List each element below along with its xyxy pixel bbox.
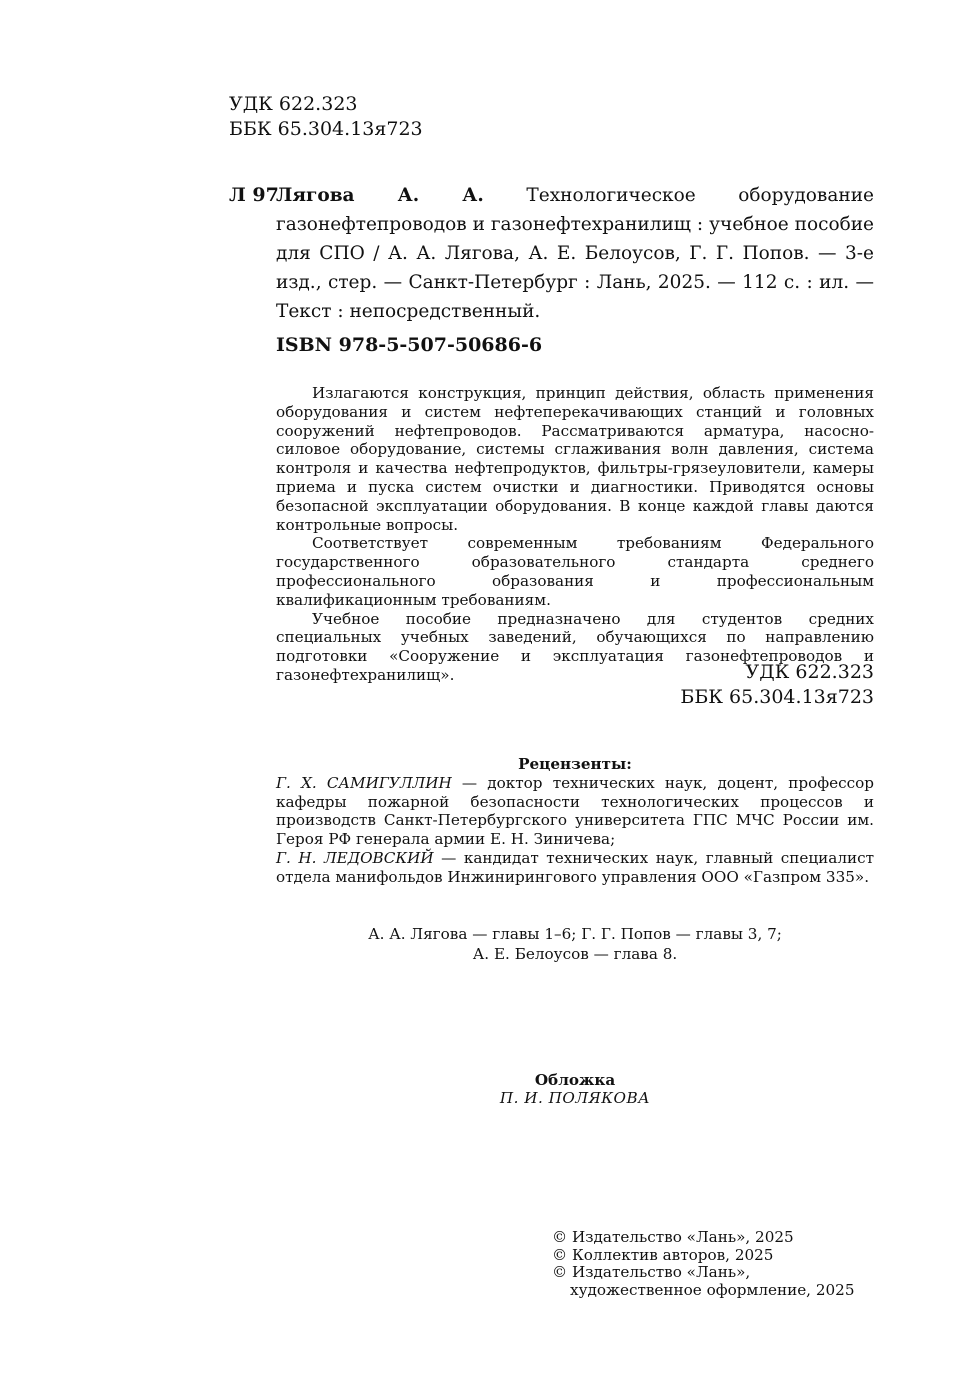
entry-author: Лягова А. А. (276, 185, 484, 206)
chapter-authorship (276, 924, 874, 964)
annotation (276, 384, 874, 685)
udk-code: УДК 622.323 (745, 661, 874, 683)
isbn: ISBN 978-5-507-50686-6 (276, 334, 543, 356)
bibliographic-entry (276, 181, 874, 326)
entry-description: Технологическое оборудование газонефтепроводов и газонефтехранилищ : учебное пособие для СПО / А. А. Лягова, А. Е. Белоусов, Г. Г. Попов. — 3-е изд., стер. — Санкт-Петербург : Лань, 2025. — 112 с. : ил. — Текст : непосредственный. (276, 185, 874, 322)
reviewer-name: Г. Х. САМИГУЛЛИН (276, 773, 452, 792)
chapter-authorship-line: А. А. Лягова — главы 1–6; Г. Г. Попов — главы 3, 7; (368, 925, 782, 943)
copyright-notices (552, 1229, 874, 1299)
copyright-line: © Издательство «Лань», (552, 1263, 751, 1281)
bbk-code: ББК 65.304.13я723 (680, 686, 874, 708)
cover-credit (276, 1071, 874, 1107)
reviewers (276, 755, 874, 887)
reviewer-description: — доктор технических наук, доцент, профессор кафедры пожарной безопасности технологических процессов и производств Санкт-Петербургского университета ГПС МЧС России им. Героя РФ генерала армии Е. Н. Зиничева; (276, 773, 874, 849)
reviewer-description: — кандидат технических наук, главный специалист отдела манифольдов Инжинирингового управления ООО «Газпром 335». (276, 848, 874, 886)
reviewer-entry (276, 774, 874, 849)
classification-bottom (600, 660, 874, 710)
annotation-paragraph: Соответствует современным требованиям Федерального государственного образовательного стандарта среднего профессионального образования и профессиональным квалификационным требованиям. (276, 534, 874, 609)
copyright-line: © Коллектив авторов, 2025 (552, 1245, 774, 1264)
author-mark: Л 97 (229, 184, 279, 206)
chapter-authorship-line: А. Е. Белоусов — глава 8. (472, 945, 678, 963)
reviewer-entry (276, 849, 874, 887)
bbk-code: ББК 65.304.13я723 (229, 118, 423, 140)
annotation-paragraph: Излагаются конструкция, принцип действия, область применения оборудования и систем нефтеперекачивающих станций и головных сооружений нефтепроводов. Рассматриваются арматура, насосно-силовое оборудование, системы сглаживания волн давления, система контроля и качества нефтепродуктов, фильтры-грязеуловители, камеры приема и пуска систем очистки и диагностики. Приводятся основы безопасной эксплуатации оборудования. В конце каждой главы даются контрольные вопросы. (276, 384, 874, 534)
udk-code: УДК 622.323 (229, 93, 358, 115)
annotation-paragraph: Учебное пособие предназначено для студентов средних специальных учебных заведений, обучающихся по направлению подготовки «Сооружение и эксплуатация газонефтепроводов и газонефтехранилищ». (276, 609, 874, 684)
cover-title: Обложка (534, 1071, 616, 1089)
copyright-line: © Издательство «Лань», 2025 (552, 1228, 794, 1246)
reviewers-title: Рецензенты: (518, 755, 632, 773)
reviewer-name: Г. Н. ЛЕДОВСКИЙ (276, 848, 434, 867)
copyright-line: художественное оформление, 2025 (570, 1280, 855, 1299)
cover-designer: П. И. ПОЛЯКОВА (499, 1089, 651, 1107)
classification-top (229, 92, 423, 142)
